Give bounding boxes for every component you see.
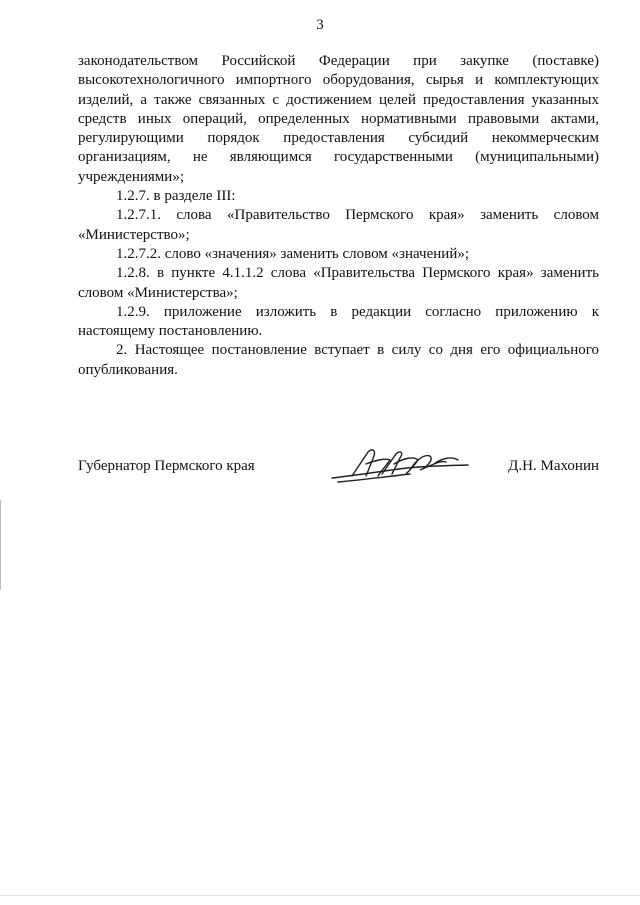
signatory-title: Губернатор Пермского края [78,458,255,474]
paragraph-1-2-8: 1.2.8. в пункте 4.1.1.2 слова «Правительства Пермского края» заменить словом «Министерства»; [78,265,599,301]
paragraph-1-2-7-1: 1.2.7.1. слова «Правительство Пермского края» заменить словом «Министерство»; [78,207,599,243]
document-body [78,52,599,380]
paragraph-continuation: законодательством Российской Федерации при закупке (поставке) высокотехнологичного импортного оборудования, сырья и комплектующих изделий, а также связанных с достижением целей предоставления указанных средств иных операций, определенных нормативными правовыми актами, регулирующими порядок предоставления субсидий некоммерческим организациям, не являющимся государственными (муниципальными) учреждениями»; [78,53,599,185]
signature-block [78,452,599,492]
scan-edge-mark [0,895,640,896]
paragraph-1-2-7-2: 1.2.7.2. слово «значения» заменить словом «значений»; [116,245,470,262]
scan-edge-mark [0,500,1,590]
signatory-name: Д.Н. Махонин [508,458,599,474]
paragraph-2: 2. Настоящее постановление вступает в силу со дня его официального опубликования. [78,342,599,378]
handwritten-signature [330,446,470,486]
paragraph-1-2-7: 1.2.7. в разделе III: [116,188,236,205]
page-number: 3 [316,17,324,33]
paragraph-1-2-9: 1.2.9. приложение изложить в редакции согласно приложению к настоящему постановлению. [78,303,599,340]
